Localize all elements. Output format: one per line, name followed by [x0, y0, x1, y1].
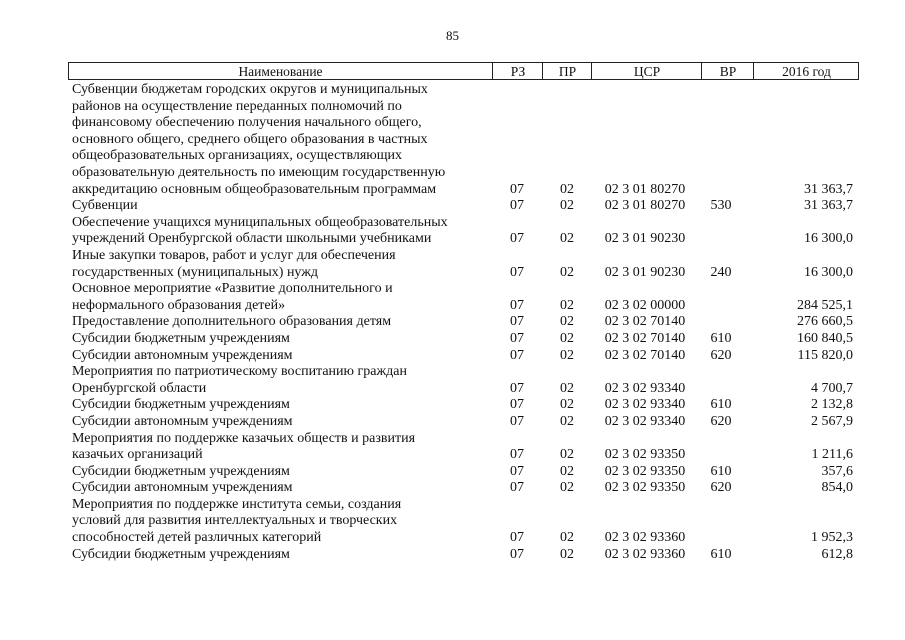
- row-name: [72, 248, 492, 281]
- table-header: [68, 62, 859, 80]
- row-amount: 2 132,8: [811, 397, 853, 413]
- table-row: [0, 397, 905, 414]
- row-rz: 07: [510, 297, 524, 313]
- row-name-line: Субсидии автономным учреждениям: [72, 347, 293, 363]
- row-csr: 02 3 01 90230: [604, 264, 686, 280]
- row-name: [72, 431, 492, 464]
- row-vr: 610: [710, 546, 732, 562]
- table-row: [0, 248, 905, 281]
- row-pr: 02: [560, 447, 574, 463]
- row-amount: 357,6: [821, 463, 853, 479]
- row-pr: 02: [560, 198, 574, 214]
- row-amount: 4 700,7: [811, 380, 853, 396]
- row-pr: 02: [560, 264, 574, 280]
- row-amount: 2 567,9: [811, 413, 853, 429]
- row-name: [72, 348, 492, 365]
- row-name: [72, 215, 492, 248]
- row-name-line: Оренбургской области: [72, 380, 207, 396]
- row-pr: 02: [560, 530, 574, 546]
- row-rz: 07: [510, 198, 524, 214]
- row-name: [72, 480, 492, 497]
- table-row: [0, 480, 905, 497]
- row-rz: 07: [510, 546, 524, 562]
- row-pr: 02: [560, 463, 574, 479]
- row-name-line: Основное мероприятие «Развитие дополнительного и: [72, 281, 393, 297]
- row-amount: 16 300,0: [804, 264, 853, 280]
- row-amount: 31 363,7: [804, 181, 853, 197]
- row-pr: 02: [560, 297, 574, 313]
- row-rz: 07: [510, 231, 524, 247]
- table-row: [0, 82, 905, 198]
- row-rz: 07: [510, 447, 524, 463]
- row-name: [72, 397, 492, 414]
- column-header-pr: ПР: [542, 63, 592, 79]
- row-vr: 610: [710, 463, 732, 479]
- row-csr: 02 3 02 93340: [604, 380, 686, 396]
- row-name-line: Субвенции: [72, 198, 138, 214]
- row-name-line: Предоставление дополнительного образования детям: [72, 314, 392, 330]
- row-pr: 02: [560, 231, 574, 247]
- row-amount: 1 952,3: [811, 530, 853, 546]
- row-rz: 07: [510, 530, 524, 546]
- column-header-vr: ВР: [701, 63, 754, 79]
- table-row: [0, 414, 905, 431]
- row-name-line: основного общего, среднего общего образования в частных: [72, 131, 428, 147]
- row-csr: 02 3 01 90230: [604, 231, 686, 247]
- row-pr: 02: [560, 546, 574, 562]
- row-amount: 31 363,7: [804, 198, 853, 214]
- row-pr: 02: [560, 480, 574, 496]
- row-name-line: Мероприятия по поддержке института семьи, создания: [72, 496, 402, 512]
- column-header-rz: РЗ: [492, 63, 543, 79]
- table-row: [0, 215, 905, 248]
- row-amount: 612,8: [821, 546, 853, 562]
- row-amount: 854,0: [821, 480, 853, 496]
- column-header-csr: ЦСР: [591, 63, 702, 79]
- row-csr: 02 3 02 93350: [604, 480, 686, 496]
- row-csr: 02 3 02 93350: [604, 447, 686, 463]
- row-csr: 02 3 02 00000: [604, 297, 686, 313]
- column-header-name: Наименование: [238, 64, 323, 79]
- row-vr: 620: [710, 347, 732, 363]
- table-row: [0, 348, 905, 365]
- row-pr: 02: [560, 347, 574, 363]
- row-amount: 16 300,0: [804, 231, 853, 247]
- row-pr: 02: [560, 181, 574, 197]
- row-name-line: условий для развития интеллектуальных и творческих: [72, 513, 398, 529]
- row-pr: 02: [560, 397, 574, 413]
- row-name-line: учреждений Оренбургской области школьными учебниками: [72, 231, 432, 247]
- row-rz: 07: [510, 314, 524, 330]
- table-row: [0, 314, 905, 331]
- row-name: [72, 364, 492, 397]
- row-name: [72, 281, 492, 314]
- table-row: [0, 281, 905, 314]
- row-name-line: Мероприятия по патриотическому воспитанию граждан: [72, 364, 407, 380]
- row-name-line: Мероприятия по поддержке казачьих обществ и развития: [72, 430, 416, 446]
- row-vr: 240: [710, 264, 732, 280]
- row-pr: 02: [560, 413, 574, 429]
- row-csr: 02 3 02 93340: [604, 413, 686, 429]
- row-name-line: Субсидии автономным учреждениям: [72, 413, 293, 429]
- row-pr: 02: [560, 330, 574, 346]
- row-name: [72, 414, 492, 431]
- page-number: 85: [446, 28, 459, 43]
- row-vr: 620: [710, 480, 732, 496]
- row-name-line: государственных (муниципальных) нужд: [72, 264, 319, 280]
- row-name-line: аккредитацию основным общеобразовательным программам: [72, 181, 437, 197]
- row-rz: 07: [510, 380, 524, 396]
- row-csr: 02 3 02 93360: [604, 546, 686, 562]
- row-amount: 1 211,6: [811, 447, 853, 463]
- row-csr: 02 3 02 70140: [604, 330, 686, 346]
- row-name-line: Субвенции бюджетам городских округов и муниципальных: [72, 82, 428, 97]
- row-rz: 07: [510, 264, 524, 280]
- row-name-line: казачьих организаций: [72, 447, 203, 463]
- row-csr: 02 3 01 80270: [604, 181, 686, 197]
- row-vr: 620: [710, 413, 732, 429]
- table-row: [0, 431, 905, 464]
- row-name: [72, 198, 492, 215]
- row-name-line: Субсидии бюджетным учреждениям: [72, 546, 290, 562]
- row-amount: 160 840,5: [797, 330, 853, 346]
- row-name-line: Субсидии бюджетным учреждениям: [72, 463, 290, 479]
- row-pr: 02: [560, 314, 574, 330]
- row-rz: 07: [510, 181, 524, 197]
- row-name-line: районов на осуществление переданных полномочий по: [72, 98, 402, 114]
- row-name: [72, 331, 492, 348]
- row-rz: 07: [510, 330, 524, 346]
- row-amount: 115 820,0: [797, 347, 853, 363]
- row-amount: 284 525,1: [797, 297, 853, 313]
- row-name-line: Субсидии автономным учреждениям: [72, 480, 293, 496]
- row-name-line: способностей детей различных категорий: [72, 530, 322, 546]
- table-row: [0, 497, 905, 547]
- row-rz: 07: [510, 463, 524, 479]
- row-name-line: финансовому обеспечению получения начального общего,: [72, 115, 422, 131]
- row-name-line: Субсидии бюджетным учреждениям: [72, 330, 290, 346]
- row-csr: 02 3 02 93360: [604, 530, 686, 546]
- table-row: [0, 464, 905, 481]
- row-name-line: Обеспечение учащихся муниципальных общеобразовательных: [72, 214, 448, 230]
- row-name: [72, 497, 492, 547]
- row-rz: 07: [510, 413, 524, 429]
- table-row: [0, 547, 905, 564]
- row-name-line: неформального образования детей»: [72, 297, 286, 313]
- row-rz: 07: [510, 397, 524, 413]
- row-csr: 02 3 01 80270: [604, 198, 686, 214]
- table-body: [0, 82, 905, 563]
- table-row: [0, 364, 905, 397]
- column-header-year: 2016 год: [753, 63, 859, 79]
- row-name: [72, 547, 492, 564]
- row-rz: 07: [510, 480, 524, 496]
- table-row: [0, 331, 905, 348]
- row-name: [72, 82, 492, 198]
- row-vr: 610: [710, 397, 732, 413]
- row-name: [72, 314, 492, 331]
- row-name-line: Субсидии бюджетным учреждениям: [72, 397, 290, 413]
- row-csr: 02 3 02 70140: [604, 314, 686, 330]
- row-vr: 530: [710, 198, 732, 214]
- row-name-line: Иные закупки товаров, работ и услуг для обеспечения: [72, 247, 396, 263]
- table-row: [0, 198, 905, 215]
- row-name-line: образовательную деятельность по имеющим государственную: [72, 164, 446, 180]
- row-csr: 02 3 02 70140: [604, 347, 686, 363]
- row-csr: 02 3 02 93340: [604, 397, 686, 413]
- row-pr: 02: [560, 380, 574, 396]
- row-amount: 276 660,5: [797, 314, 853, 330]
- row-vr: 610: [710, 330, 732, 346]
- row-name-line: общеобразовательных организациях, осуществляющих: [72, 148, 403, 164]
- row-csr: 02 3 02 93350: [604, 463, 686, 479]
- row-name: [72, 464, 492, 481]
- row-rz: 07: [510, 347, 524, 363]
